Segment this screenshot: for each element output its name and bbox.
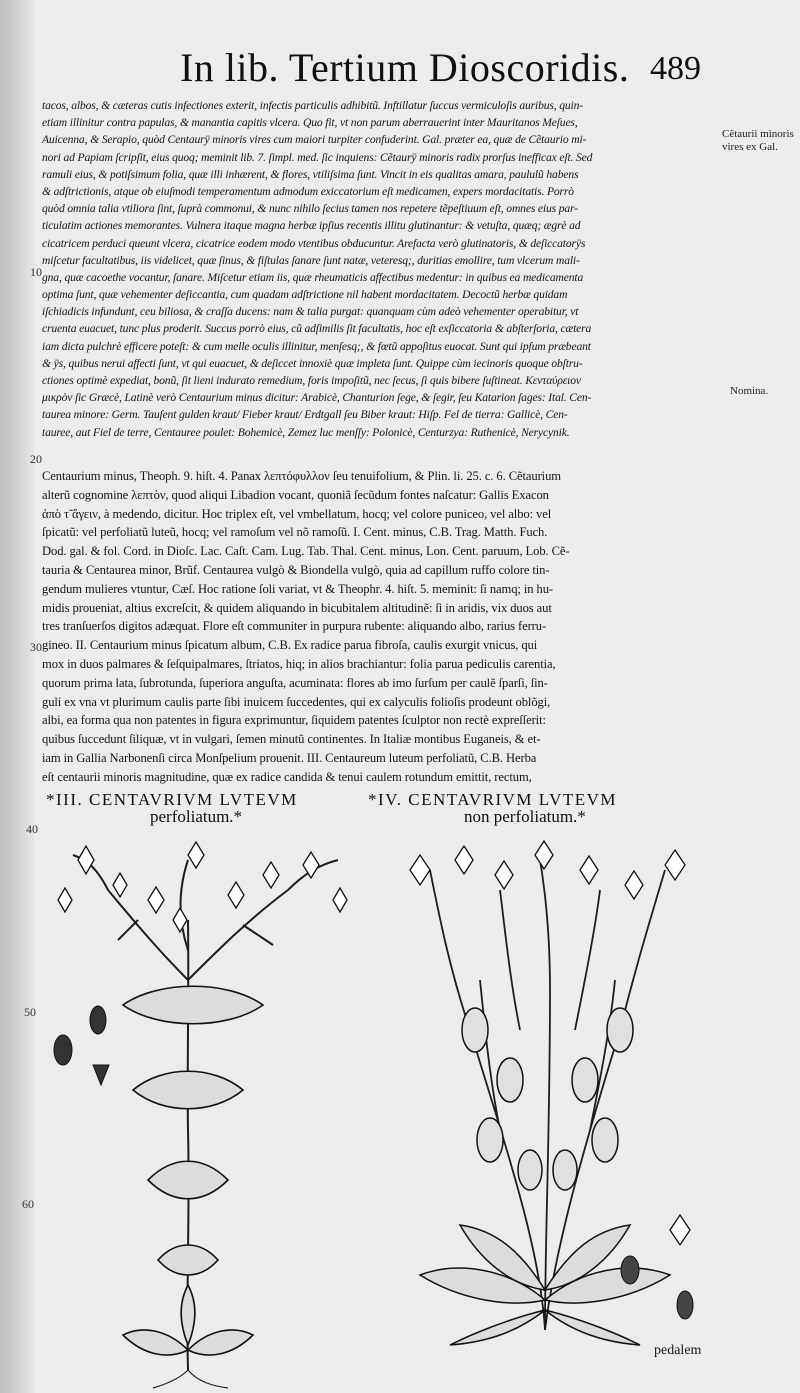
italic-commentary-block bbox=[42, 97, 712, 441]
figure-subcaption-left: perfoliatum.* bbox=[150, 807, 243, 826]
text-line: tacos, albos, & cæteras cutis infectiones exterit, infectis particulis adhibitũ. Inftillatur ſuccus vermiculoſis auribus, quin- bbox=[42, 99, 583, 112]
text-line: gna, quæ cacoethe vocantur, ſanare. Miſcetur etiam iis, quæ rheumaticis affectibus medentur: in quibus ea medicamenta bbox=[42, 270, 584, 284]
figure-caption-left: *III. CENTAVRIVM LVTEVM bbox=[46, 790, 298, 809]
text-line: gendum mulieres vtuntur, Cæſ. Hoc ratione ſoli variat, vt & Theophr. 4. hiſt. 5. meminit: ſi namq; in hu- bbox=[42, 581, 553, 596]
text-line: quibus ſuccedunt ſiliquæ, vt in vulgari, ſemen minutũ continentes. In Italiæ montibus Euganeis, & et- bbox=[42, 732, 541, 747]
figure-subcaption-right: non perfoliatum.* bbox=[464, 807, 586, 826]
catchword: pedalem bbox=[654, 1343, 702, 1358]
figure-caption-right: *IV. CENTAVRIVM LVTEVM bbox=[368, 790, 618, 809]
line-number: 30 bbox=[30, 640, 42, 654]
text-line: ſpicatũ: vel perfoliatũ luteũ, hocq; vel ramoſum vel nõ ramoſũ. I. Cent. minus, C.B. Trag. Matth. Fuch. bbox=[42, 525, 548, 540]
text-line: eſt centaurii minoris magnitudine, quæ ex radice candida & tenui caulem rotundum emittit, rectum, bbox=[42, 769, 532, 784]
text-line: midis proueniat, altius excreſcit, & quidem aliquando in bicubitalem altitudinẽ: ſi in aridis, vix duos aut bbox=[42, 600, 552, 615]
text-line: & ÿs, quibus nerui affecti ſunt, vt qui euacuet, & deſiccet innoxiè quæ impleta ſunt. Quippe cùm iecinoris quoque obſtru- bbox=[42, 356, 583, 370]
text-line: miſcetur facultatibus, iis videlicet, quæ ſinus, & fiſtulas ſanare ſunt natæ, veteresq;, duritias emollire, tum vlcerum mali- bbox=[42, 253, 580, 267]
text-line: ticulatim actiones memorantes. Vulnera itaque magna herbæ ipſius recentis illitu glutinantur: & vetuſta, quæq; ægrè ad bbox=[42, 219, 581, 233]
text-line: etiam illinitur contra papulas, & manantia capitis vlcera. Quo fit, vt non parum aberrauerint inter Mauritanos Meſues, bbox=[42, 116, 578, 130]
line-number: 20 bbox=[30, 452, 42, 466]
text-line: cruenta euacuet, tunc plus proderit. Succus porrò eius, cũ adſimilis ſit facultatis, hoc eſt exſiccatoria & abſterſoria, cætera bbox=[42, 322, 592, 336]
text-line: iſchiadicis infundunt, ceu biliosa, & craſſa ducens: nam & talia purgat: quanquam cùm adeò vehementer operabitur, vt bbox=[42, 305, 579, 319]
text-line: alterũ cognomine λεπτὸν, quod aliqui Libadion vocant, quoniã ſecũdum fontes naſcatur: Gallis Exacon bbox=[42, 487, 549, 502]
line-number: 60 bbox=[22, 1197, 34, 1211]
text-line: tauria & Centaurea minor, Brũf. Centaurea vulgò & Biondella vulgò, quia ad capillum ruffo colore tin- bbox=[42, 562, 550, 577]
woodcut-non-perfoliate-centaury bbox=[380, 830, 710, 1350]
text-line: Centaurium minus, Theoph. 9. hiſt. 4. Panax λεπτόφυλλον ſeu tenuifolium, & Plin. li. 25. c. 6. Cẽtaurium bbox=[42, 469, 561, 483]
page-number: 489 bbox=[650, 50, 701, 87]
margin-note-vires: Cẽtaurii minoris vires ex Gal. bbox=[722, 128, 794, 153]
text-line: & adſtrictionis, atque ob eiuſmodi temperamentum admodum exiccatorium eſt medicamen, expers mordacitatis. Porrò bbox=[42, 184, 574, 198]
woodcut-perfoliate-centaury bbox=[38, 830, 368, 1390]
text-line: albi, ea forma qua non patentes in figura exprimuntur, ſiquidem patentes ſculptor non rectè expreſſerit: bbox=[42, 713, 546, 728]
margin-note-nomina: Nomina. bbox=[730, 385, 769, 397]
text-line: iam dicta pulchrè efficere poteſt: & cum melle oculis illinitur, menſesq;, & fœtũ appoſitus euocat. Sunt qui ipſum præbeant bbox=[42, 339, 591, 353]
roman-commentary-block bbox=[42, 467, 712, 787]
text-line: mox in duos palmares & ſeſquipalmares, ſtriatos, hiq; in alios brachiantur: folia parua pediculis carentia, bbox=[42, 656, 556, 671]
text-line: ἀπὸ τ̃ ἄγειν, à medendo, dicitur. Hoc triplex eſt, vel vmbellatum, hocq; vel colore puniceo, vel albo: vel bbox=[42, 506, 552, 521]
running-header-title: In lib. Tertium Dioscoridis. bbox=[180, 45, 630, 90]
text-line: quòd omnia talia vtiliora ſint, ſuprà commonui, & nunc nihilo ſecius tamen nos repetere tẽpeſtiuum eſt, omnes eius par- bbox=[42, 202, 578, 216]
line-number: 10 bbox=[30, 265, 42, 279]
line-number: 50 bbox=[24, 1005, 36, 1019]
text-line: gineo. II. Centaurium minus ſpicatum album, C.B. Ex radice parua fibroſa, caulis exurgit vnicus, qui bbox=[42, 638, 538, 653]
text-line: μικρὸν ſic Græcè, Latinè verò Centaurium minus dicitur: Arabicè, Chanturion ſege, & ſegir, ſeu Katarion ſages: Ital. Cen- bbox=[42, 391, 592, 405]
text-line: ramuli eius, & potiſsimum folia, quæ illi inhærent, & flores, vtiliſsima ſunt. Vincit in eis qualitas amara, paululũ habens bbox=[42, 167, 579, 181]
text-line: tauree, aut Fiel de terre, Centauree poulet: Bohemicè, Zemez luc menſſy: Polonicè, Centurzya: Ruthenicè, Nerycynik. bbox=[42, 425, 570, 439]
text-line: optima ſunt, quæ vehementer deſiccantia, cum quadam adſtrictione nil habent mordacitatem. Decoctũ herbæ quidam bbox=[42, 288, 568, 302]
text-line: cicatricem perduci queunt vlcera, cicatrice eodem modo vtentibus obducuntur. Arefacta verò glutinatoris, & deſiccatorÿs bbox=[42, 236, 586, 250]
text-line: guli ex vna vt plurimum caulis parte ſibi inuicem ſuccedentes, qui ex calyculis folioſis prodeunt oblõgi, bbox=[42, 694, 551, 709]
page-gutter-shadow bbox=[0, 0, 34, 1393]
text-line: iam in Gallia Narbonenſi circa Monſpelium prouenit. III. Centaureum luteum perfoliatũ, C.B. Herba bbox=[42, 750, 537, 765]
text-line: tres tranſuerſos digitos adæquat. Flore eſt communiter in purpura rubente: aliquando albo, rarius ferru- bbox=[42, 619, 547, 634]
text-line: nori ad Papiam ſcripſit, eius quoq; meminit lib. 7. ſimpl. med. ſic inquiens: Cẽtaurÿ minoris radix prorſus inefficax eſt. Sed bbox=[42, 150, 593, 164]
text-line: quorum prima lata, ſubrotunda, ſuperiora anguſta, acuminata: flores ab imo ſurſum per caulẽ ſparſi, ſin- bbox=[42, 675, 548, 690]
text-line: ctiones optimè expediat, bonũ, ſit lieni indurato remedium, foris impoſitũ, nec ſecus, ſi quis bibere ſuſtineat. Κενταύρειον bbox=[42, 374, 581, 387]
line-number: 40 bbox=[26, 822, 38, 836]
text-line: Auicenna, & Serapio, quòd Centaurÿ minoris vires cum maiori turpiter confuderint. Gal. præter ea, quæ de Cẽtaurio mi- bbox=[42, 133, 587, 147]
text-line: Dod. gal. & fol. Cord. in Dioſc. Lac. Caſt. Cam. Lug. Tab. Thal. Cent. minus, Lon. Cent. paruum, Lob. Cẽ- bbox=[42, 544, 570, 559]
text-line: taurea minore: Germ. Tauſent gulden kraut/ Fieber kraut/ Erdtgall ſeu Biber kraut: Hiſp. Fel de tierra: Gallicè, Cen- bbox=[42, 408, 568, 422]
